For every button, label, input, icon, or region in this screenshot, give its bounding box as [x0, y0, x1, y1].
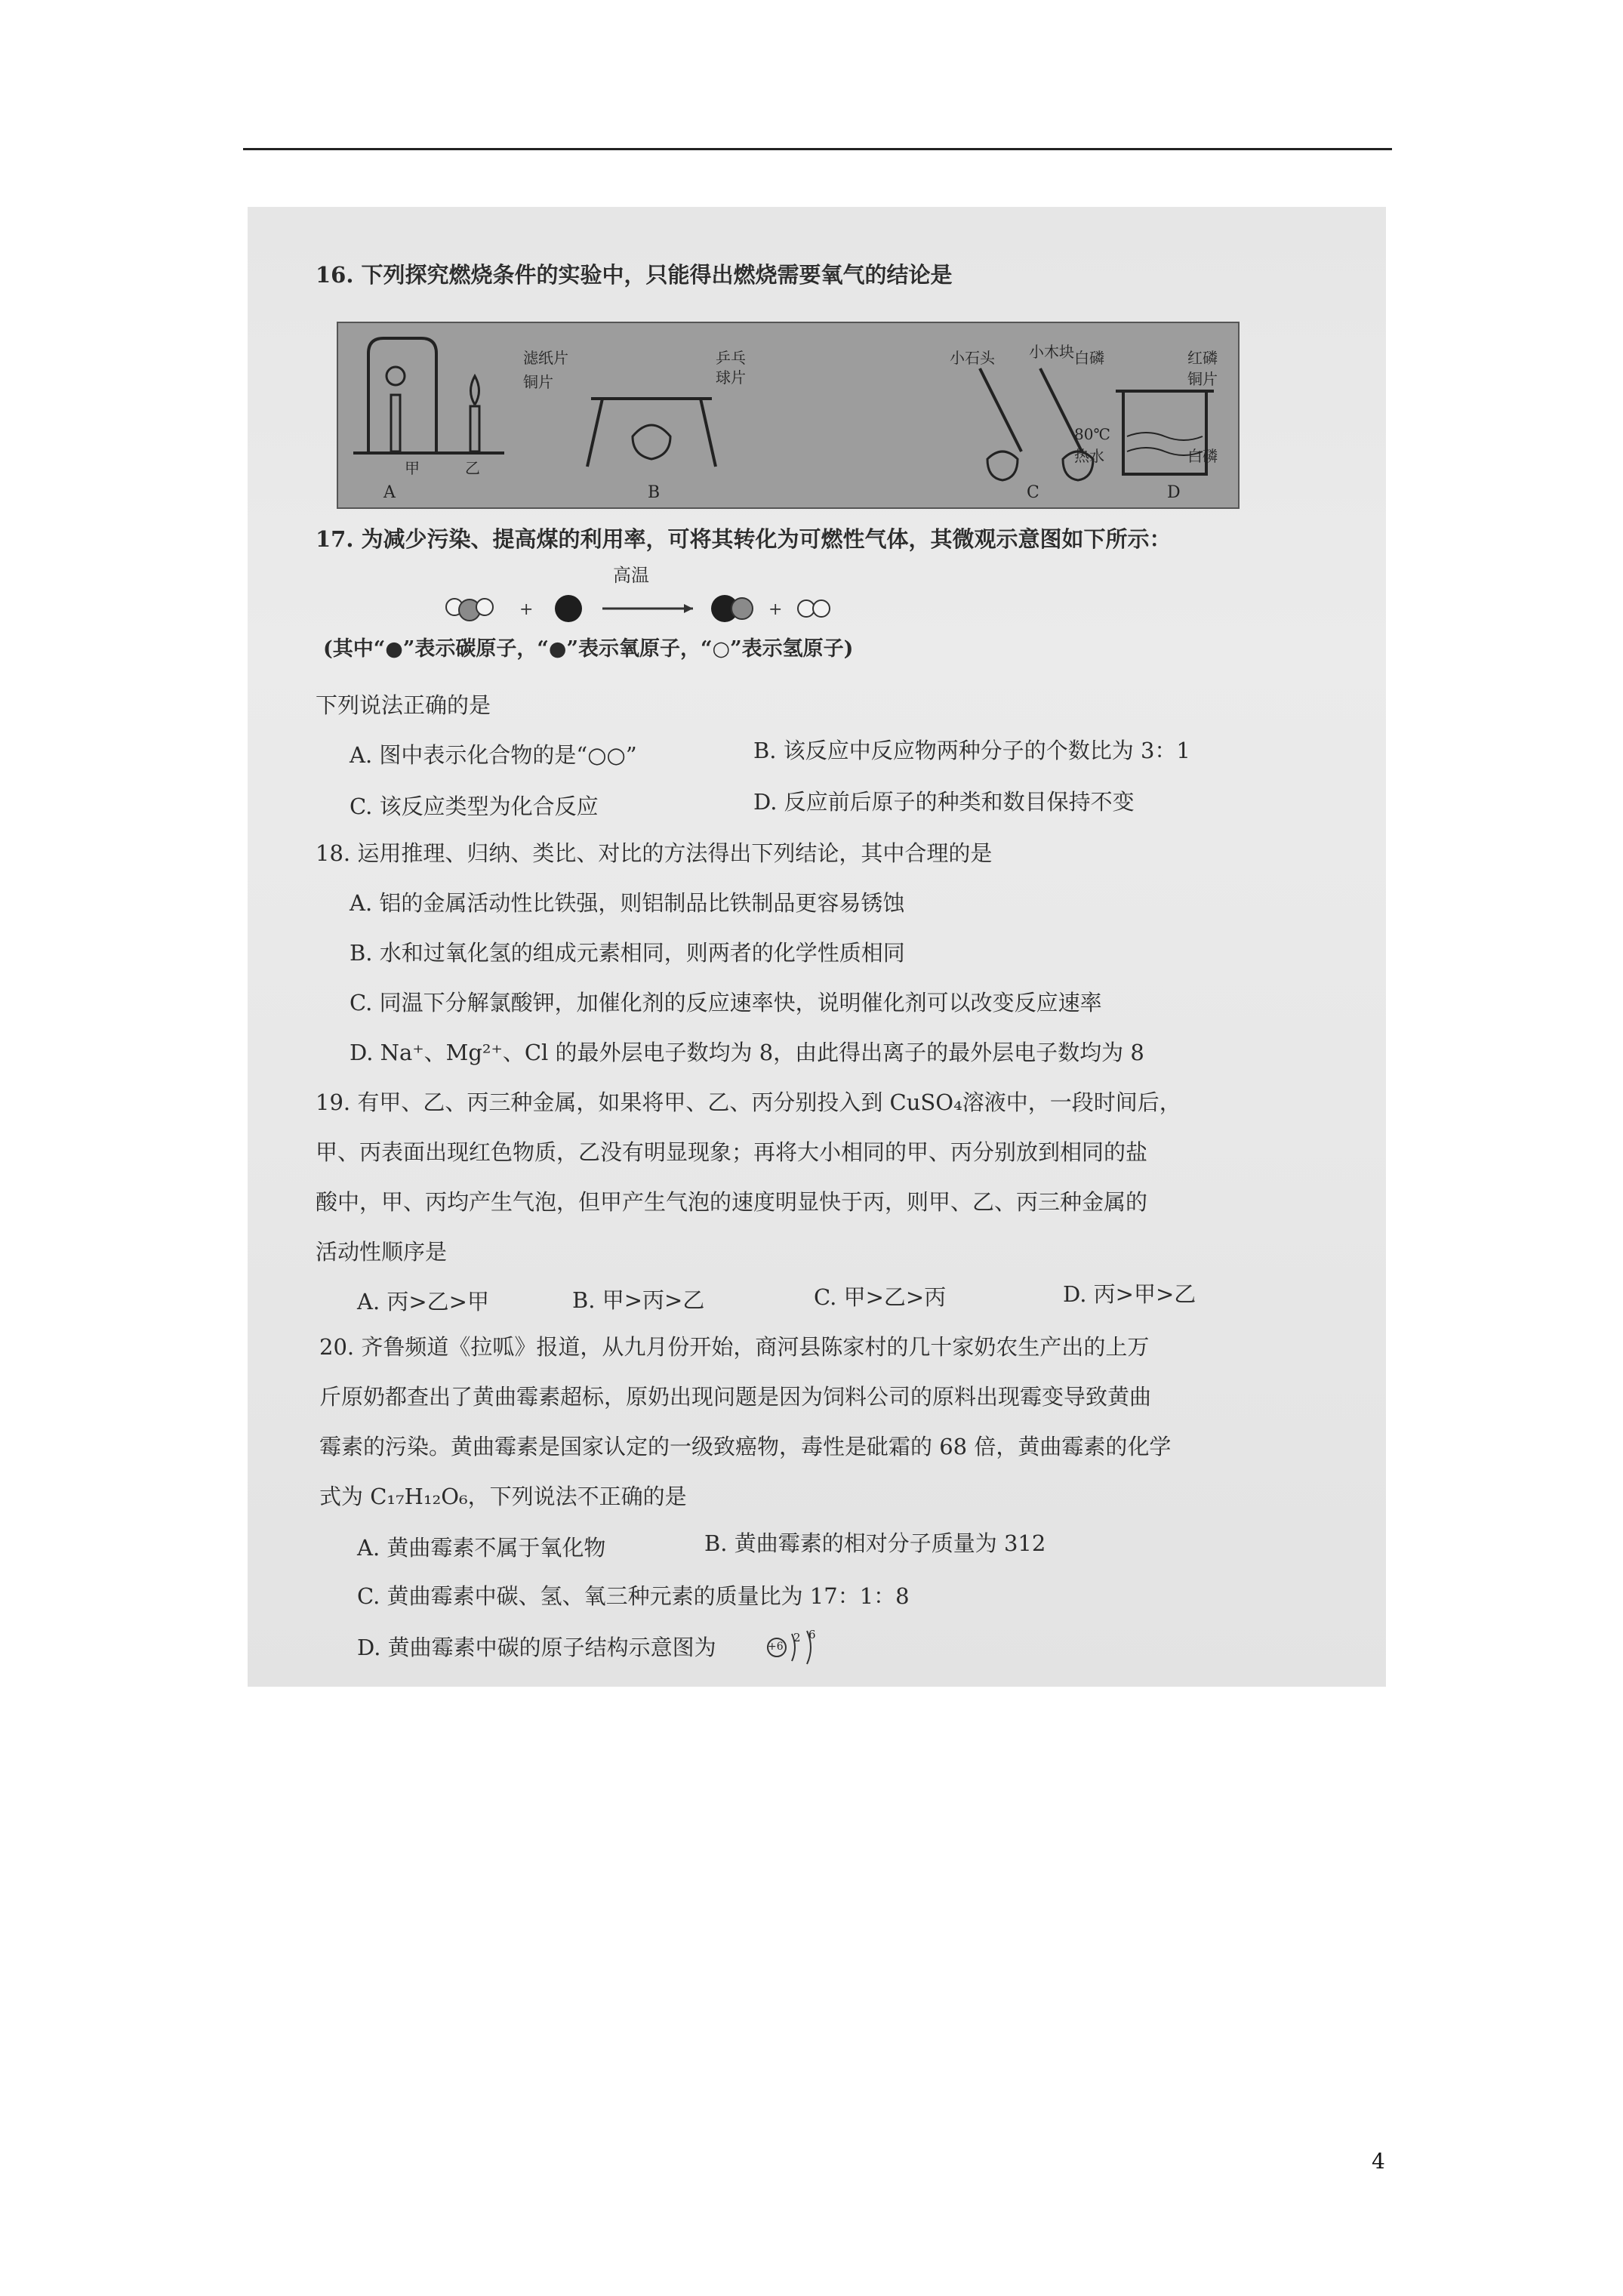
q19-line-1: 19. 有甲、乙、丙三种金属，如果将甲、乙、丙分别投入到 CuSO₄溶液中，一段时间后， [316, 1089, 1181, 1115]
fig-d-label-red-p: 红磷 [1187, 349, 1218, 367]
q20-option-b: B. 黄曲霉素的相对分子质量为 312 [704, 1530, 1046, 1556]
fig-c-letter: C [1027, 483, 1039, 502]
q18-text: 18. 运用推理、归纳、类比、对比的方法得出下列结论，其中合理的是 [316, 840, 993, 866]
fig-b-label-filter-paper: 滤纸片 [523, 349, 568, 367]
carbon-atom-structure-diagram [765, 1625, 833, 1667]
header-rule [243, 148, 1392, 150]
fig-d-letter: D [1167, 483, 1181, 502]
q20-option-a: A. 黄曲霉素不属于氧化物 [357, 1535, 606, 1561]
q20-option-d: D. 黄曲霉素中碳的原子结构示意图为 [357, 1635, 716, 1660]
hydrogen-atom-icon [813, 600, 830, 617]
q17-condition: 高温 [613, 565, 649, 586]
tongs-icon [980, 368, 1021, 451]
scanned-photo [248, 207, 1386, 1687]
q20-line-2: 斤原奶都查出了黄曲霉素超标，原奶出现问题是因为饲料公司的原料出现霉变导致黄曲 [319, 1384, 1152, 1410]
alcohol-lamp-icon [987, 451, 1018, 480]
candle-icon [391, 395, 400, 451]
fig-b-label-copper: 铜片 [523, 373, 553, 391]
page-number: 4 [1372, 2149, 1385, 2174]
fig-a-label-jia: 甲 [405, 459, 420, 477]
q17-legend: (其中“●”表示碳原子，“●”表示氧原子，“○”表示氢原子) [323, 637, 854, 661]
fig-b-letter: B [648, 483, 661, 502]
q18-option-d: D. Na⁺、Mg²⁺、Cl 的最外层电子数均为 8，由此得出离子的最外层电子数均为 8 [350, 1040, 1144, 1065]
atom-shell-1-count: 2 [793, 1631, 801, 1644]
q18-option-b: B. 水和过氧化氢的组成元素相同，则两者的化学性质相同 [350, 940, 905, 966]
q20-option-c: C. 黄曲霉素中碳、氢、氧三种元素的质量比为 17：1：8 [357, 1583, 910, 1609]
q19-line-3: 酸中，甲、丙均产生气泡，但甲产生气泡的速度明显快于丙，则甲、乙、丙三种金属的 [316, 1189, 1148, 1215]
atom-nucleus-charge: +6 [768, 1641, 784, 1653]
q19-line-4: 活动性顺序是 [316, 1239, 448, 1265]
fig-c-label-wood: 小木块 [1029, 343, 1074, 361]
fig-d-label-80c: 80℃ [1074, 425, 1110, 443]
fig-d-label-hot-water: 热水 [1074, 447, 1104, 465]
q19-option-b: B. 甲>丙>乙 [572, 1287, 705, 1313]
svg-text:+: + [519, 600, 534, 619]
q19-line-2: 甲、丙表面出现红色物质，乙没有明显现象；再将大小相同的甲、丙分别放到相同的盐 [316, 1139, 1148, 1165]
svg-text:+: + [768, 600, 783, 619]
fig-a-label-yi: 乙 [465, 459, 480, 477]
hydrogen-atom-icon [798, 600, 815, 617]
q17-option-a: A. 图中表示化合物的是“○○” [350, 742, 637, 768]
fig-c-label-stone: 小石头 [950, 349, 995, 367]
q19-option-d: D. 丙>甲>乙 [1063, 1281, 1196, 1307]
atom-shell-2-count: 6 [808, 1628, 816, 1641]
q16-figure-strip [337, 322, 1240, 509]
q17-reaction-diagram [436, 577, 904, 630]
q20-line-3: 霉素的污染。黄曲霉素是国家认定的一级致癌物，毒性是砒霜的 68 倍，黄曲霉素的化学 [319, 1434, 1172, 1459]
q19-option-c: C. 甲>乙>丙 [814, 1284, 947, 1310]
q17-prompt: 下列说法正确的是 [316, 692, 491, 718]
alcohol-lamp-icon [633, 425, 670, 459]
carbon-atom-icon [555, 595, 582, 622]
q17-option-d: D. 反应前后原子的种类和数目保持不变 [753, 789, 1135, 815]
oxygen-atom-icon [731, 598, 753, 619]
q20-line-4: 式为 C₁₇H₁₂O₆，下列说法不正确的是 [319, 1484, 687, 1509]
fig-d-label-copper: 铜片 [1187, 370, 1218, 388]
q17-text: 17. 为减少污染、提高煤的利用率，可将其转化为可燃性气体，其微观示意图如下所示： [316, 526, 1172, 552]
fig-a-letter: A [383, 483, 396, 502]
bell-jar-icon [368, 338, 436, 451]
fig-b-label-pingpong: 乒乓 [716, 349, 746, 367]
q17-option-c: C. 该反应类型为化合反应 [350, 794, 599, 819]
fig-b-label-ball-piece: 球片 [716, 368, 746, 387]
fig-d-label-white-p-2: 白磷 [1187, 447, 1218, 465]
flame-icon [471, 376, 479, 405]
q16-text: 16. 下列探究燃烧条件的实验中，只能得出燃烧需要氧气的结论是 [316, 262, 953, 288]
q20-line-1: 20. 齐鲁频道《拉呱》报道，从九月份开始，商河县陈家村的几十家奶农生产出的上万 [319, 1334, 1150, 1360]
candle-icon [470, 406, 479, 451]
q19-option-a: A. 丙>乙>甲 [357, 1289, 489, 1314]
fig-d-label-white-p: 白磷 [1074, 349, 1104, 367]
q17-option-b: B. 该反应中反应物两种分子的个数比为 3：1 [753, 738, 1190, 763]
hydrogen-atom-icon [476, 599, 493, 615]
q18-option-c: C. 同温下分解氯酸钾，加催化剂的反应速率快，说明催化剂可以改变反应速率 [350, 990, 1102, 1015]
q18-option-a: A. 铝的金属活动性比铁强，则铝制品比铁制品更容易锈蚀 [350, 890, 905, 916]
